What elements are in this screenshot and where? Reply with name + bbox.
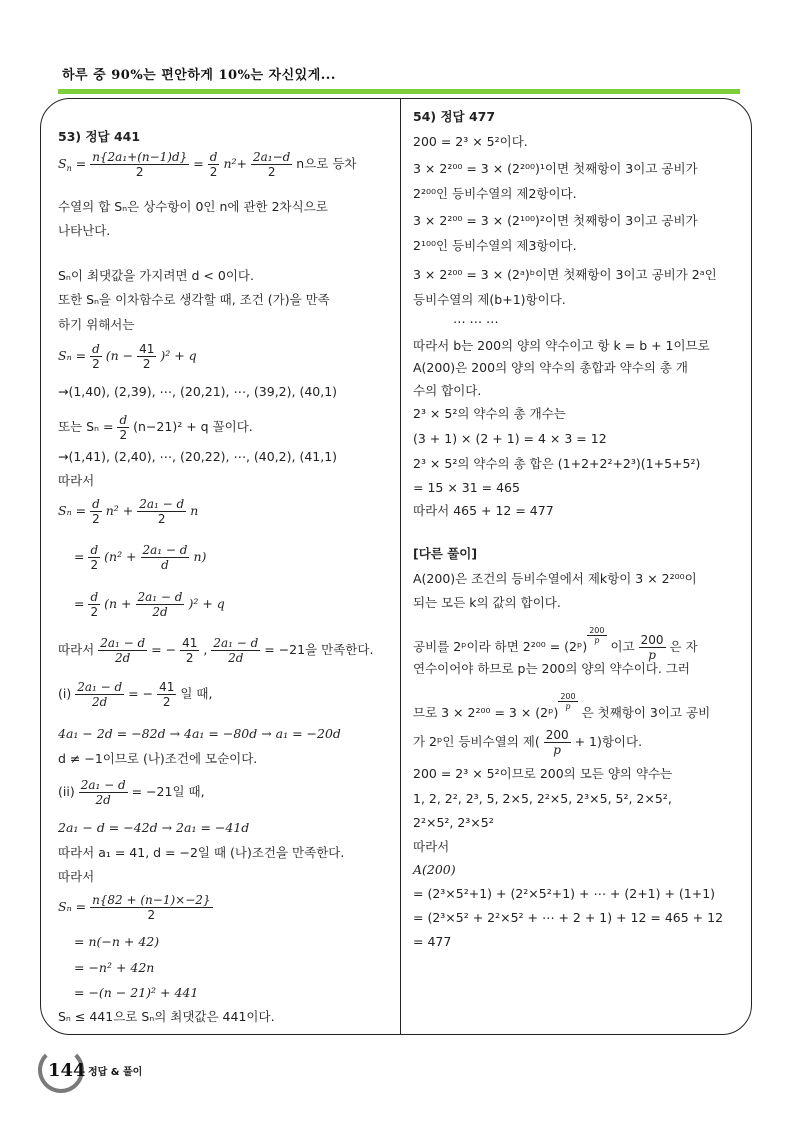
text-line: 따라서	[58, 473, 95, 488]
formula-line: 따라서 $\frac{\text{2a₁ − d}}{2d}$ = − $\frac{41}{2}$ , $\frac{\text{2a₁ − d}}{2d}$ = −21을 만족한다.	[58, 636, 374, 665]
text-line: Sₙ이 최댓값을 가지려면 d < 0이다.	[58, 268, 254, 283]
text-line: 수의 합이다.	[413, 383, 482, 398]
text-line: 2³ × 5²의 약수의 총 개수는	[413, 406, 566, 421]
text-line: 되는 모든 k의 값의 합이다.	[413, 595, 561, 610]
text-line: →(1,40), (2,39), ⋯, (20,21), ⋯, (39,2), (40,1)	[58, 384, 338, 399]
text-line: Sₙ ≤ 441으로 Sₙ의 최댓값은 441이다.	[58, 1009, 275, 1024]
formula-line: Sₙ = $\frac{d}{2}$ n² + $\frac{\text{2a₁ − d}}{2}$ n	[58, 497, 199, 526]
text-line: 2a₁ − d = −42d → 2a₁ = −41d	[58, 820, 250, 835]
text-line: 따라서 a₁ = 41, d = −2일 때 (나)조건을 만족한다.	[58, 845, 345, 860]
text-line: = −n² + 42n	[74, 960, 155, 975]
text-line: 등비수열의 제(b+1)항이다.	[413, 292, 566, 307]
formula-sn-sum: $S_n$ = $\frac{\text{n\{2a₁+(n−1)d\}}}{2}$ = $\frac{d}{2}$ n²+ $\frac{\text{2a₁−d}}{2}$ n으로 등차	[58, 150, 357, 179]
problem-53-answer: 53) 정답 441	[58, 129, 141, 144]
text-line: 수열의 합 Sₙ은 상수항이 0인 n에 관한 2차식으로	[58, 199, 328, 214]
text-line: A(200)	[413, 862, 456, 877]
text-line: 따라서 465 + 12 = 477	[413, 503, 554, 518]
text-line: 또한 Sₙ을 이차함수로 생각할 때, 조건 (가)을 만족	[58, 292, 330, 307]
formula-line: Sₙ = $\frac{d}{2}$ (n − $\frac{41}{2}$ )² + q	[58, 342, 197, 371]
text-line: 2²⁰⁰인 등비수열의 제2항이다.	[413, 186, 577, 201]
text-line: A(200)은 조건의 등비수열에서 제k항이 3 × 2²⁰⁰이	[413, 571, 697, 586]
text-line: 따라서 b는 200의 양의 약수이고 항 k = b + 1이므로	[413, 338, 710, 353]
text-line: 3 × 2²⁰⁰ = 3 × (2ᵃ)ᵇ이면 첫째항이 3이고 공비가 2ᵃ인	[413, 267, 717, 282]
text-line: = n(−n + 42)	[74, 934, 160, 949]
text-line: 따라서	[58, 869, 95, 884]
formula-line: 또는 Sₙ = $\frac{d}{2}$ (n−21)² + q 꼴이다.	[58, 413, 253, 442]
column-divider	[400, 98, 401, 1035]
text-line: 3 × 2²⁰⁰ = 3 × (2¹⁰⁰)²이면 첫째항이 3이고 공비가	[413, 213, 698, 228]
text-line: 나타난다.	[58, 223, 111, 238]
case-i: (i) $\frac{\text{2a₁ − d}}{2d}$ = − $\frac{41}{2}$ 일 때,	[58, 680, 213, 709]
alt-solution-heading: [다른 풀이]	[413, 546, 478, 561]
text-line: 2¹⁰⁰인 등비수열의 제3항이다.	[413, 238, 577, 253]
text-line: = −(n − 21)² + 441	[74, 985, 199, 1000]
formula-line: = $\frac{d}{2}$ (n² + $\frac{\text{2a₁ − d}}{d}$ n)	[74, 543, 207, 572]
text-line: = 477	[413, 934, 452, 949]
page-number: 144	[48, 1060, 86, 1081]
formula-line: = $\frac{d}{2}$ (n + $\frac{\text{2a₁ − d}}{2d}$ )² + q	[74, 590, 225, 619]
text-line: 하기 위해서는	[58, 317, 135, 332]
text-line: = (2³×5²+1) + (2²×5²+1) + ⋯ + (2+1) + (1+1)	[413, 886, 716, 901]
text-line: = (2³×5² + 2²×5² + ⋯ + 2 + 1) + 12 = 465 + 12	[413, 910, 724, 925]
formula-line: 공비를 2ᵖ이라 하면 2²⁰⁰ = (2ᵖ) $\frac{200}{p}$ 이고 $\frac{200}{p}$ 은 자	[413, 626, 698, 662]
text-line: 2²×5², 2³×5²	[413, 815, 494, 830]
problem-54-answer: 54) 정답 477	[413, 109, 496, 124]
header-divider	[58, 89, 740, 94]
text-line: →(1,41), (2,40), ⋯, (20,22), ⋯, (40,2), (41,1)	[58, 449, 338, 464]
text-line: 2³ × 5²의 약수의 총 합은 (1+2+2²+2³)(1+5+5²)	[413, 456, 701, 471]
text-line: 1, 2, 2², 2³, 5, 2×5, 2²×5, 2³×5, 5², 2×5²,	[413, 791, 672, 806]
text-line: 200 = 2³ × 5²이다.	[413, 134, 528, 149]
text-line: = 15 × 31 = 465	[413, 480, 520, 495]
section-label: 정답 & 풀이	[88, 1067, 143, 1078]
text-line: 연수이어야 하므로 p는 200의 양의 약수이다. 그러	[413, 661, 690, 676]
text-line: 3 × 2²⁰⁰ = 3 × (2²⁰⁰)¹이면 첫째항이 3이고 공비가	[413, 161, 698, 176]
header-motto: 하루 중 90%는 편안하게 10%는 자신있게...	[62, 68, 336, 83]
text-line: (3 + 1) × (2 + 1) = 4 × 3 = 12	[413, 431, 607, 446]
text-line: 4a₁ − 2d = −82d → 4a₁ = −80d → a₁ = −20d	[58, 726, 341, 741]
formula-line: Sₙ = $\frac{n\{82 + (n-1)\times-2\}}{2}$	[58, 893, 211, 922]
text-line: A(200)은 200의 양의 약수의 총합과 약수의 총 개	[413, 360, 688, 375]
text-line: d ≠ −1이므로 (나)조건에 모순이다.	[58, 751, 258, 766]
text-line: 따라서	[413, 839, 450, 854]
formula-line: 가 2ᵖ인 등비수열의 제( $\frac{200}{p}$ + 1)항이다.	[413, 728, 643, 757]
case-ii: (ii) $\frac{\text{2a₁ − d}}{2d}$ = −21일 때,	[58, 778, 205, 807]
page-number-badge	[38, 1047, 86, 1091]
text-line: 200 = 2³ × 5²이므로 200의 모든 양의 약수는	[413, 766, 673, 781]
formula-line: 므로 3 × 2²⁰⁰ = 3 × (2ᵖ) $\frac{200}{p}$ 은 첫째항이 3이고 공비	[413, 692, 711, 720]
ellipsis-row: ⋯ ⋯ ⋯	[453, 314, 499, 329]
